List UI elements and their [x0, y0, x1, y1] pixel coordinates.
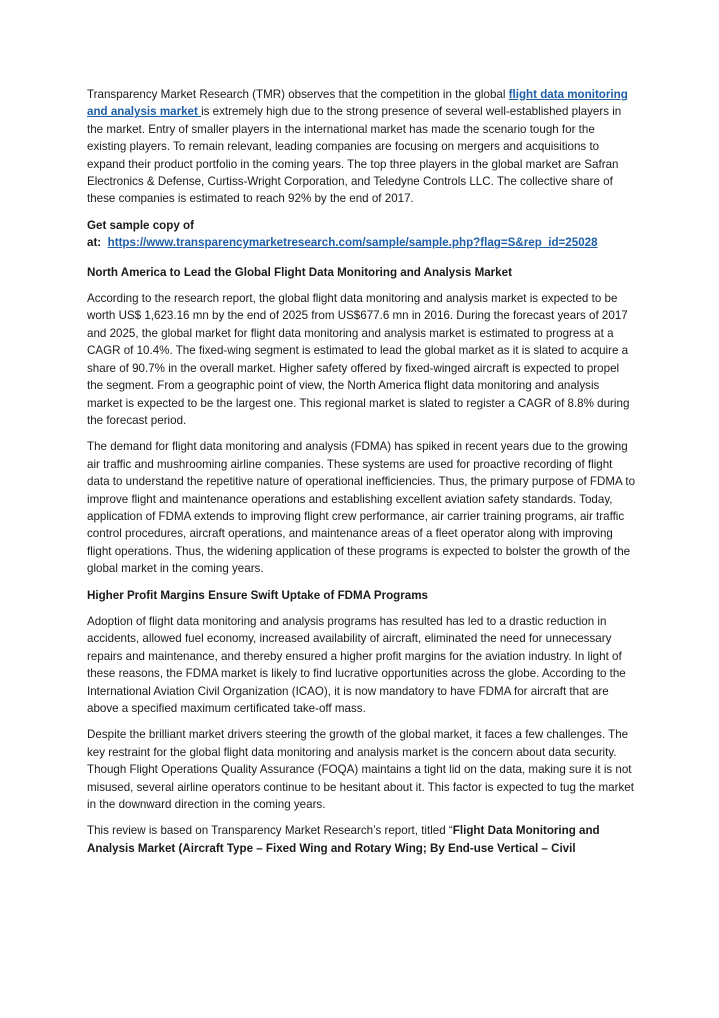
intro-paragraph — [87, 86, 635, 208]
document-page — [87, 86, 635, 866]
sample-label-line2: at: — [87, 236, 102, 250]
sample-copy-block — [87, 217, 635, 252]
section-heading-north-america: North America to Lead the Global Flight Data Monitoring and Analysis Market — [87, 265, 512, 279]
section-heading-profit-margins: Higher Profit Margins Ensure Swift Uptake of FDMA Programs — [87, 588, 428, 602]
section1-paragraph-1: According to the research report, the global flight data monitoring and analysis market is expected to be worth US$ 1,623.16 mn by the end of 2025 from US$677.6 mn in 2016. During the forecast years of 2017 and 2025, the global market for flight data monitoring and analysis market is estimated to progress at a CAGR of 10.4%. The fixed-wing segment is estimated to lead the global market as it is slated to acquire a share of 90.7% in the overall market. Higher safety offered by fixed-winged aircraft is expected to propel the segment. From a geographic point of view, the North America flight data monitoring and analysis market is expected to be the largest one. This regional market is slated to register a CAGR of 8.8% during the forecast period. — [87, 292, 630, 427]
report-title: Flight Data Monitoring and Analysis Market (Aircraft Type – Fixed Wing and Rotary Wing; By End-use Vertical – Civil — [87, 824, 600, 855]
market-link[interactable]: flight data monitoring and analysis market — [87, 88, 628, 119]
section2-paragraph-2: Despite the brilliant market drivers steering the growth of the global market, it faces a few challenges. The key restraint for the global flight data monitoring and analysis market is the concern about data security. Though Flight Operations Quality Assurance (FOQA) maintains a tight lid on the data, making sure it is not misused, several airline operators continue to be hesitant about it. This factor is expected to tug the market in the downward direction in the coming years. — [87, 728, 634, 812]
section1-paragraph-2: The demand for flight data monitoring and analysis (FDMA) has spiked in recent years due to the growing air traffic and mushrooming airline companies. These systems are used for proactive recording of flight data to understand the repetitive nature of operational inefficiencies. Thus, the primary purpose of FDMA to improve flight and maintenance operations and establishing excellent aviation safety standards. Today, application of FDMA extends to improving flight crew performance, air carrier training programs, air traffic control procedures, aircraft operations, and maintenance areas of a fleet operator along with improving flight operations. Thus, the widening application of these programs is expected to bolster the growth of the global market in the coming years. — [87, 440, 636, 576]
closing-paragraph — [87, 822, 635, 857]
intro-text-pre: Transparency Market Research (TMR) observes that the competition in the global — [87, 88, 509, 101]
sample-label-line1: Get sample copy of — [87, 218, 194, 232]
sample-url-link[interactable]: https://www.transparencymarketresearch.com/sample/sample.php?flag=S&rep_id=25028 — [107, 236, 598, 250]
intro-text-post: is extremely high due to the strong presence of several well-established players in the market. Entry of smaller players in the international market has made the scenario tough for the existing players. To remain relevant, leading companies are focusing on mergers and acquisitions to expand their product portfolio in the coming years. The top three players in the global market are Safran Electronics & Defense, Curtiss-Wright Corporation, and Teledyne Controls LLC. The collective share of these companies is estimated to reach 92% by the end of 2017. — [87, 105, 622, 206]
section2-paragraph-1: Adoption of flight data monitoring and analysis programs has resulted has led to a drastic reduction in accidents, allowed fuel economy, increased availability of aircraft, eliminated the need for unnecessary repairs and maintenance, and thereby ensured a higher profit margins for the aviation industry. In light of these reasons, the FDMA market is likely to find lucrative opportunities across the globe. According to the International Aviation Civil Organization (ICAO), it is now mandatory to have FDMA for aircraft that are above a specified maximum certificated take-off mass. — [87, 614, 626, 715]
closing-text-pre: This review is based on Transparency Market Research’s report, titled “ — [87, 824, 453, 838]
